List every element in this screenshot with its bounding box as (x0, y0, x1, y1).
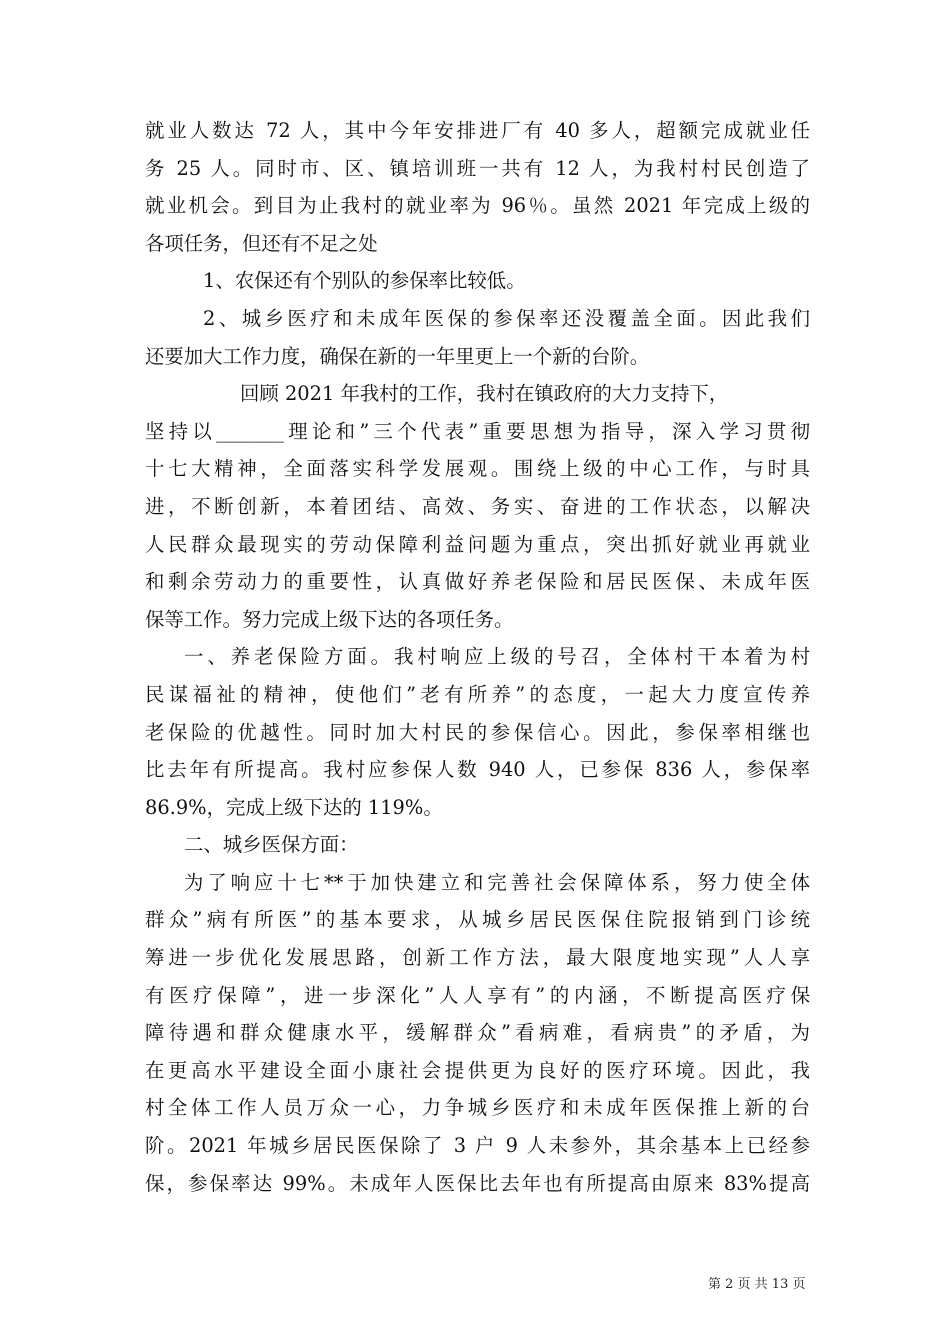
text-line: 十七大精神，全面落实科学发展观。围绕上级的中心工作，与时具 (145, 457, 810, 481)
document-body (145, 112, 810, 1202)
text-line: 和剩余劳动力的重要性，认真做好养老保险和居民医保、未成年医 (145, 570, 810, 594)
text-line: 就业人数达 72 人，其中今年安排进厂有 40 多人，超额完成就业任 (145, 119, 810, 142)
text-line: 各项任务，但还有不足之处 (145, 231, 378, 255)
text-line: 86.9%，完成上级下达的 119%。 (145, 795, 443, 819)
text-line: 务 25 人。同时市、区、镇培训班一共有 12 人，为我村村民创造了 (145, 156, 810, 180)
page-number: 第 2 页 共 13 页 (708, 1277, 806, 1292)
section-heading: 一、养老保险方面。我村响应上级的号召，全体村干本着为村 (184, 645, 810, 669)
text-line: 村全体工作人员万众一心，力争城乡医疗和未成年医保推上新的台 (145, 1096, 810, 1120)
text-line: 群众”病有所医”的基本要求，从城乡居民医保住院报销到门诊统 (145, 908, 810, 932)
text-line: 障待遇和群众健康水平，缓解群众”看病难，看病贵”的矛盾，为 (145, 1021, 810, 1045)
text-line: 还要加大工作力度，确保在新的一年里更上一个新的台阶。 (145, 344, 650, 368)
text-line: 保，参保率达 99%。未成年人医保比去年也有所提高由原来 83%提高 (145, 1171, 810, 1195)
paragraph-start: 为了响应十七**于加快建立和完善社会保障体系，努力使全体 (184, 870, 810, 894)
text-line: 进，不断创新，本着团结、高效、务实、奋进的工作状态，以解决 (145, 494, 810, 518)
text-line: 保等工作。努力完成上级下达的各项任务。 (145, 607, 514, 631)
text-line: 人民群众最现实的劳动保障利益问题为重点，突出抓好就业再就业 (145, 532, 810, 556)
text-line: 就业机会。到目为止我村的就业率为 96％。虽然 2021 年完成上级的 (145, 194, 810, 218)
list-item: 1、农保还有个别队的参保率比较低。 (203, 269, 526, 293)
list-item: 2、城乡医疗和未成年医保的参保率还没覆盖全面。因此我们 (203, 306, 810, 330)
text-line: 有医疗保障”，进一步深化”人人享有”的内涵，不断提高医疗保 (145, 983, 810, 1007)
text-line: 坚持以_______理论和”三个代表”重要思想为指导，深入学习贯彻 (145, 419, 810, 443)
text-line: 比去年有所提高。我村应参保人数 940 人，已参保 836 人，参保率 (145, 758, 810, 782)
paragraph-start: 回顾 2021 年我村的工作，我村在镇政府的大力支持下， (240, 382, 729, 406)
text-line: 筹进一步优化发展思路，创新工作方法，最大限度地实现”人人享 (145, 946, 810, 970)
text-line: 阶。2021 年城乡居民医保除了 3 户 9 人未参外，其余基本上已经参 (145, 1134, 810, 1158)
text-line: 在更高水平建设全面小康社会提供更为良好的医疗环境。因此，我 (145, 1058, 810, 1082)
text-line: 民谋福祉的精神，使他们”老有所养”的态度，一起大力度宣传养 (145, 682, 810, 706)
section-heading: 二、城乡医保方面： (184, 833, 359, 857)
text-line: 老保险的优越性。同时加大村民的参保信心。因此，参保率相继也 (145, 720, 810, 744)
